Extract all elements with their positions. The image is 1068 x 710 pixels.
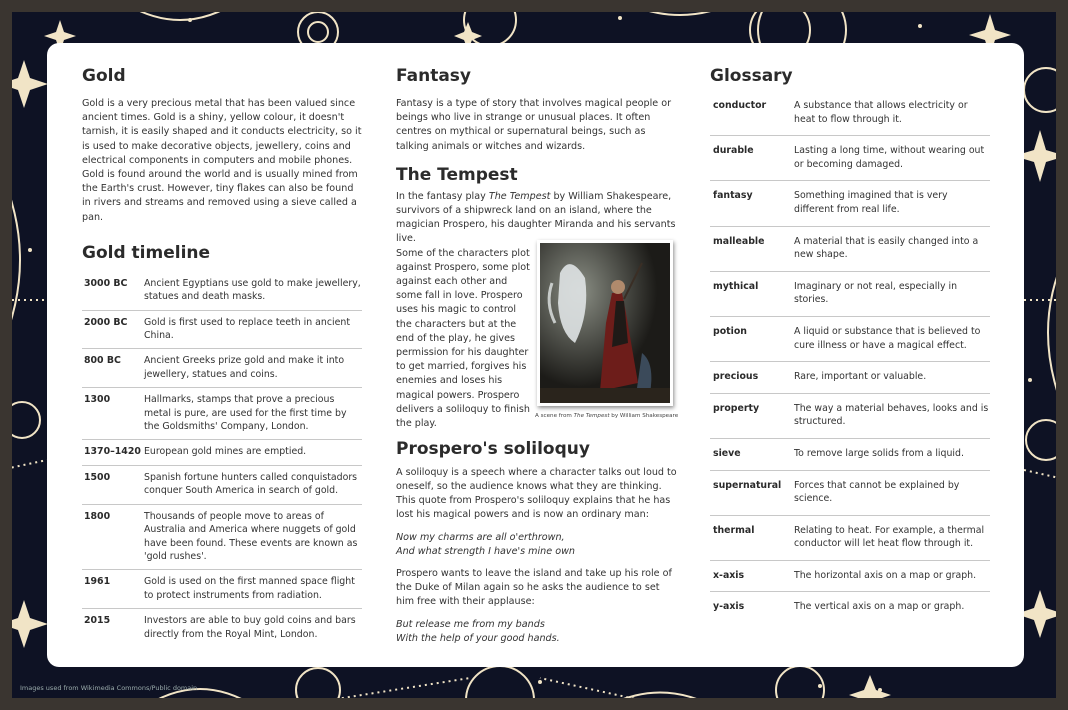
timeline-year: 2000 BC [82, 310, 144, 349]
fantasy-body: Fantasy is a type of story that involves magical people or beings who live in strange or unusual places. It often centres on mythical or supernatural beings, such as talking animals or witches and wizards. [396, 98, 672, 152]
timeline-year: 1300 [82, 388, 144, 440]
timeline-row [82, 609, 362, 647]
tempest-section [396, 190, 679, 430]
glossary-row [710, 136, 990, 181]
timeline-event: Investors are able to buy gold coins and bars directly from the Royal Mint, London. [144, 615, 356, 640]
column-glossary [710, 65, 990, 623]
glossary-term: durable [710, 136, 794, 181]
tempest-intro: In the fantasy play The Tempest by William Shakespeare, survivors of a shipwreck land on an island, where the magician Prospero, his daughter Miranda and his servants live. [396, 190, 676, 245]
timeline-year: 1800 [82, 504, 144, 570]
content-card [47, 43, 1024, 667]
timeline-event: Gold is used on the first manned space flight to protect instruments from radiation. [144, 570, 362, 609]
glossary-definition: The vertical axis on a map or graph. [794, 601, 965, 613]
timeline-year: 3000 BC [82, 272, 144, 310]
glossary-row [710, 470, 990, 515]
timeline-row [82, 310, 362, 349]
glossary-row [710, 91, 990, 136]
column-gold [82, 65, 362, 647]
gold-timeline-table [82, 272, 362, 647]
timeline-row [82, 272, 362, 310]
glossary-term: thermal [710, 515, 794, 560]
glossary-row [710, 271, 990, 316]
glossary-definition: The horizontal axis on a map or graph. [794, 560, 990, 592]
glossary-row [710, 438, 990, 470]
glossary-definition: To remove large solids from a liquid. [794, 438, 990, 470]
painting-caption: A scene from The Tempest by William Shakespeare [535, 412, 679, 419]
glossary-definition: The way a material behaves, looks and is structured. [794, 393, 990, 438]
timeline-year: 2015 [84, 615, 111, 627]
glossary-row [710, 560, 990, 592]
frame-bottom [0, 698, 1068, 710]
timeline-event: Gold is first used to replace teeth in ancient China. [144, 310, 362, 349]
glossary-term: y-axis [713, 601, 745, 613]
glossary-term: fantasy [710, 181, 794, 226]
timeline-row [82, 570, 362, 609]
glossary-term: potion [710, 316, 794, 361]
column-literature [396, 65, 679, 646]
glossary-row [710, 362, 990, 394]
glossary-table [710, 91, 990, 623]
glossary-term: malleable [710, 226, 794, 271]
frame-top [0, 0, 1068, 12]
soliloquy-quote-1: Now my charms are all o'erthrown, And what strength I have's mine own [396, 531, 576, 557]
glossary-definition: Imaginary or not real, especially in stories. [794, 271, 990, 316]
timeline-row [82, 349, 362, 388]
soliloquy-body-1: A soliloquy is a speech where a character talks out loud to oneself, so the audience knows what they are thinking. This quote from Prospero's soliloquy explains that he has lost his magical powers and is now an ordinary man: [396, 466, 677, 521]
glossary-definition: Lasting a long time, without wearing out or becoming damaged. [794, 136, 990, 181]
glossary-definition: Rare, important or valuable. [794, 362, 990, 394]
glossary-definition: A material that is easily changed into a new shape. [794, 226, 990, 271]
soliloquy-body-2: Prospero wants to leave the island and take up his role of the Duke of Milan again so he asks the audience to set him free with their applause: [396, 568, 672, 608]
glossary-row [710, 316, 990, 361]
image-credit: Images used from Wikimedia Commons/Public domain [20, 684, 198, 692]
timeline-year: 800 BC [82, 349, 144, 388]
glossary-row [710, 592, 990, 623]
glossary-row [710, 226, 990, 271]
glossary-term: supernatural [710, 470, 794, 515]
glossary-definition: Something imagined that is very different from real life. [794, 181, 990, 226]
frame-left [0, 0, 12, 710]
tempest-body: Some of the characters plot against Prospero, some plot against each other and some fall in love. Prospero uses his magic to control the characters but at the end of the play, he gives permission for his daughter to get married, forgives his enemies and loses his magical powers. Prospero delivers a soliloquy to finish the play. [396, 247, 531, 430]
glossary-term: x-axis [710, 560, 794, 592]
timeline-event: Ancient Greeks prize gold and make it into jewellery, statues and coins. [144, 349, 362, 388]
timeline-event: Ancient Egyptians use gold to make jewellery, statues and death masks. [144, 272, 362, 310]
glossary-row [710, 515, 990, 560]
timeline-event: Hallmarks, stamps that prove a precious metal is pure, are used for the first time by the Goldsmiths' Company, London. [144, 388, 362, 440]
fantasy-heading: Fantasy [396, 66, 471, 86]
soliloquy-quote-2: But release me from my bands With the help of your good hands. [396, 618, 560, 644]
glossary-term: mythical [710, 271, 794, 316]
timeline-year: 1500 [82, 465, 144, 504]
tempest-painting-image [537, 240, 673, 406]
glossary-row [710, 181, 990, 226]
timeline-year: 1370–1420 [82, 440, 144, 465]
frame-right [1056, 0, 1068, 710]
glossary-term: property [710, 393, 794, 438]
timeline-year: 1961 [82, 570, 144, 609]
timeline-event: European gold mines are emptied. [144, 440, 362, 465]
timeline-row [82, 440, 362, 465]
glossary-term: conductor [710, 91, 794, 136]
gold-timeline-heading: Gold timeline [82, 242, 211, 263]
gold-body: Gold is a very precious metal that has been valued since ancient times. Gold is a shiny, yellow colour, it doesn't tarnish, it is easily shaped and it conducts electricity, so it is used to make decorative objects, jewellery, coins and electrical components in computers and mobile phones. Gold is found around the world and is usually mined from the Earth's crust. However, tiny flakes can also be found in rivers and streams and removed using a sieve called a pan. [82, 98, 362, 223]
tempest-play-title: The Tempest [488, 190, 551, 202]
glossary-definition: A substance that allows electricity or heat to flow through it. [794, 91, 990, 136]
glossary-row [710, 393, 990, 438]
timeline-event: Thousands of people move to areas of Australia and America where nuggets of gold have been found. These events are known as 'gold rushes'. [144, 504, 362, 570]
soliloquy-heading: Prospero's soliloquy [396, 438, 590, 459]
tempest-heading: The Tempest [396, 164, 518, 185]
timeline-event: Spanish fortune hunters called conquistadors conquer South America in search of gold. [144, 465, 362, 504]
glossary-definition: Relating to heat. For example, a thermal conductor will let heat flow through it. [794, 515, 990, 560]
glossary-heading: Glossary [710, 66, 793, 86]
glossary-definition: A liquid or substance that is believed to cure illness or have a magical effect. [794, 316, 990, 361]
glossary-definition: Forces that cannot be explained by science. [794, 470, 990, 515]
glossary-term: precious [710, 362, 794, 394]
timeline-row [82, 388, 362, 440]
timeline-row [82, 465, 362, 504]
gold-heading: Gold [82, 66, 126, 86]
glossary-term: sieve [710, 438, 794, 470]
timeline-row [82, 504, 362, 570]
